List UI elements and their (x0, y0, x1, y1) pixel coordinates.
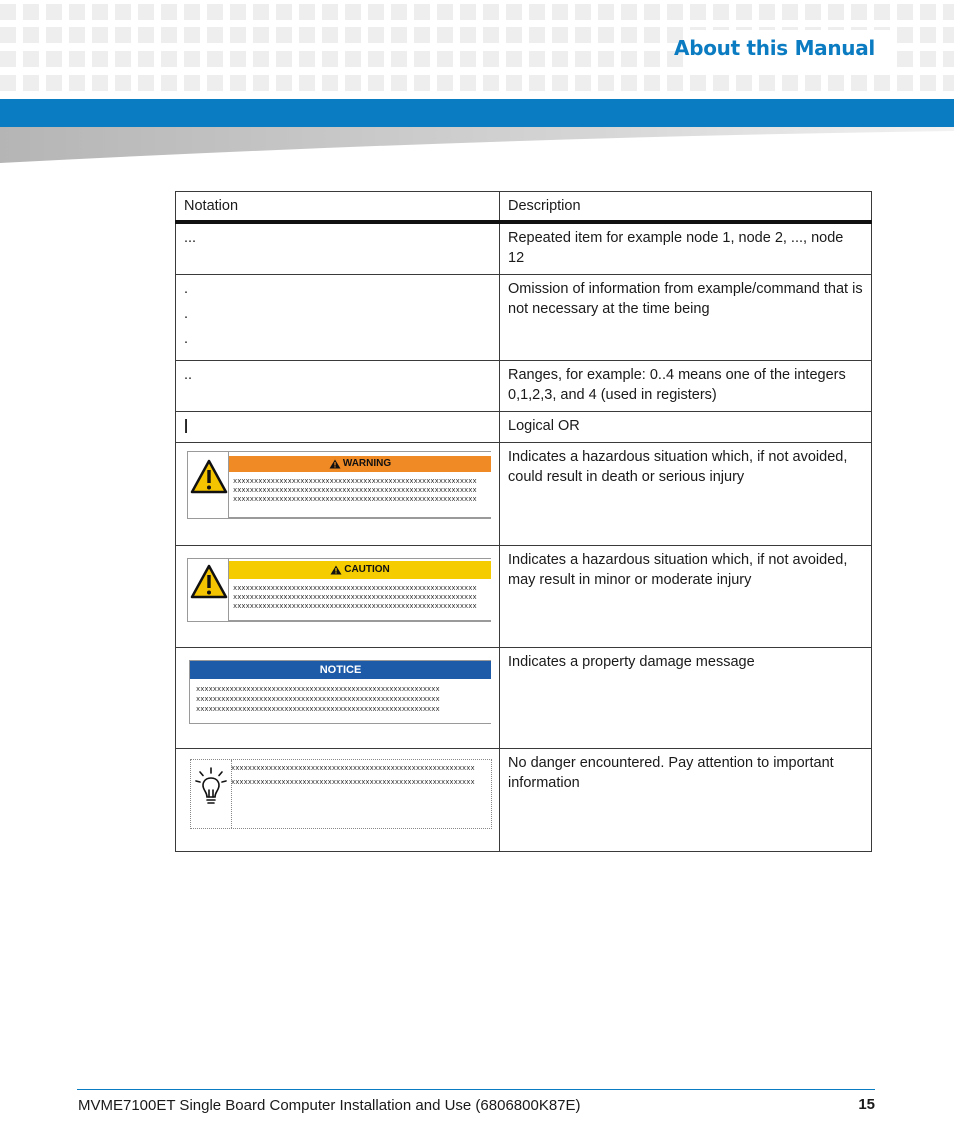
table-row (176, 222, 872, 275)
header-cell-notation: Notation (176, 192, 500, 223)
notation-cell (176, 443, 500, 546)
notation-cell (176, 749, 500, 852)
description-cell: Indicates a hazardous situation which, if not avoided, may result in minor or moderate injury (500, 546, 872, 648)
notation-cell (176, 546, 500, 648)
table-row (176, 546, 872, 648)
caution-banner (229, 561, 491, 579)
table-row (176, 749, 872, 852)
warning-banner-label: WARNING (342, 458, 392, 469)
table-header-row (176, 192, 872, 223)
description-cell: No danger encountered. Pay attention to important information (500, 749, 872, 852)
warning-sign-example (187, 451, 491, 519)
description-cell: Logical OR (500, 412, 872, 443)
description-cell: Indicates a property damage message (500, 648, 872, 749)
description-cell: Omission of information from example/command that is not necessary at the time being (500, 275, 872, 361)
notation-table (175, 191, 872, 852)
header-blue-band (0, 99, 954, 127)
table-row (176, 443, 872, 546)
table-row (176, 412, 872, 443)
notation-cell: | (176, 412, 500, 443)
notation-line: . (184, 331, 189, 347)
notation-line: . (184, 306, 189, 322)
table-row (176, 648, 872, 749)
lightbulb-icon (194, 766, 228, 810)
caution-banner-label: CAUTION (344, 564, 390, 575)
notation-cell: ... (176, 222, 500, 275)
page-section-title: About this Manual (674, 36, 875, 60)
notation-line: . (184, 281, 189, 297)
warning-triangle-icon (189, 458, 229, 498)
caution-triangle-icon (189, 563, 229, 603)
page-number: 15 (858, 1096, 875, 1113)
table-row (176, 361, 872, 412)
description-cell: Indicates a hazardous situation which, if not avoided, could result in death or serious injury (500, 443, 872, 546)
notation-cell (176, 275, 500, 361)
warning-placeholder-text: xxxxxxxxxxxxxxxxxxxxxxxxxxxxxxxxxxxxxxxxxxxxxxxxxxxxxxxxxx xxxxxxxxxxxxxxxxxxxxxxxxxxxxxxxxxxxxxxxxxxxxxxxxxxxxxxxxxx xxxxxxxxxxxxxxxxxxxxxxxxxxxxxxxxxxxxxxxxxxxxxxxxxxxxxxxxxx (233, 478, 477, 504)
caution-small-icon (330, 565, 342, 575)
header-cell-description: Description (500, 192, 872, 223)
tip-lightbulb-example (190, 759, 492, 829)
notation-cell: .. (176, 361, 500, 412)
caution-placeholder-text: xxxxxxxxxxxxxxxxxxxxxxxxxxxxxxxxxxxxxxxxxxxxxxxxxxxxxxxxxx xxxxxxxxxxxxxxxxxxxxxxxxxxxxxxxxxxxxxxxxxxxxxxxxxxxxxxxxxx xxxxxxxxxxxxxxxxxxxxxxxxxxxxxxxxxxxxxxxxxxxxxxxxxxxxxxxxxx (233, 585, 477, 611)
warning-banner (229, 456, 491, 472)
notice-placeholder-text: xxxxxxxxxxxxxxxxxxxxxxxxxxxxxxxxxxxxxxxxxxxxxxxxxxxxxxxxxx xxxxxxxxxxxxxxxxxxxxxxxxxxxxxxxxxxxxxxxxxxxxxxxxxxxxxxxxxx xxxxxxxxxxxxxxxxxxxxxxxxxxxxxxxxxxxxxxxxxxxxxxxxxxxxxxxxxx (196, 686, 440, 714)
notice-banner (190, 661, 491, 679)
tip-placeholder-text: xxxxxxxxxxxxxxxxxxxxxxxxxxxxxxxxxxxxxxxxxxxxxxxxxxxxxxxxxx xxxxxxxxxxxxxxxxxxxxxxxxxxxxxxxxxxxxxxxxxxxxxxxxxxxxxxxxxx (231, 765, 475, 787)
table-row (176, 275, 872, 361)
footer-rule (77, 1089, 875, 1090)
caution-sign-example (187, 558, 491, 622)
description-cell: Repeated item for example node 1, node 2, ..., node 12 (500, 222, 872, 275)
warning-small-icon (329, 459, 341, 469)
footer-document-title: MVME7100ET Single Board Computer Installation and Use (6806800K87E) (78, 1097, 581, 1114)
description-cell: Ranges, for example: 0..4 means one of the integers 0,1,2,3, and 4 (used in registers) (500, 361, 872, 412)
notation-cell (176, 648, 500, 749)
notice-banner-label: NOTICE (319, 664, 362, 676)
notice-sign-example (189, 660, 491, 724)
header-grey-swoosh (0, 127, 954, 163)
